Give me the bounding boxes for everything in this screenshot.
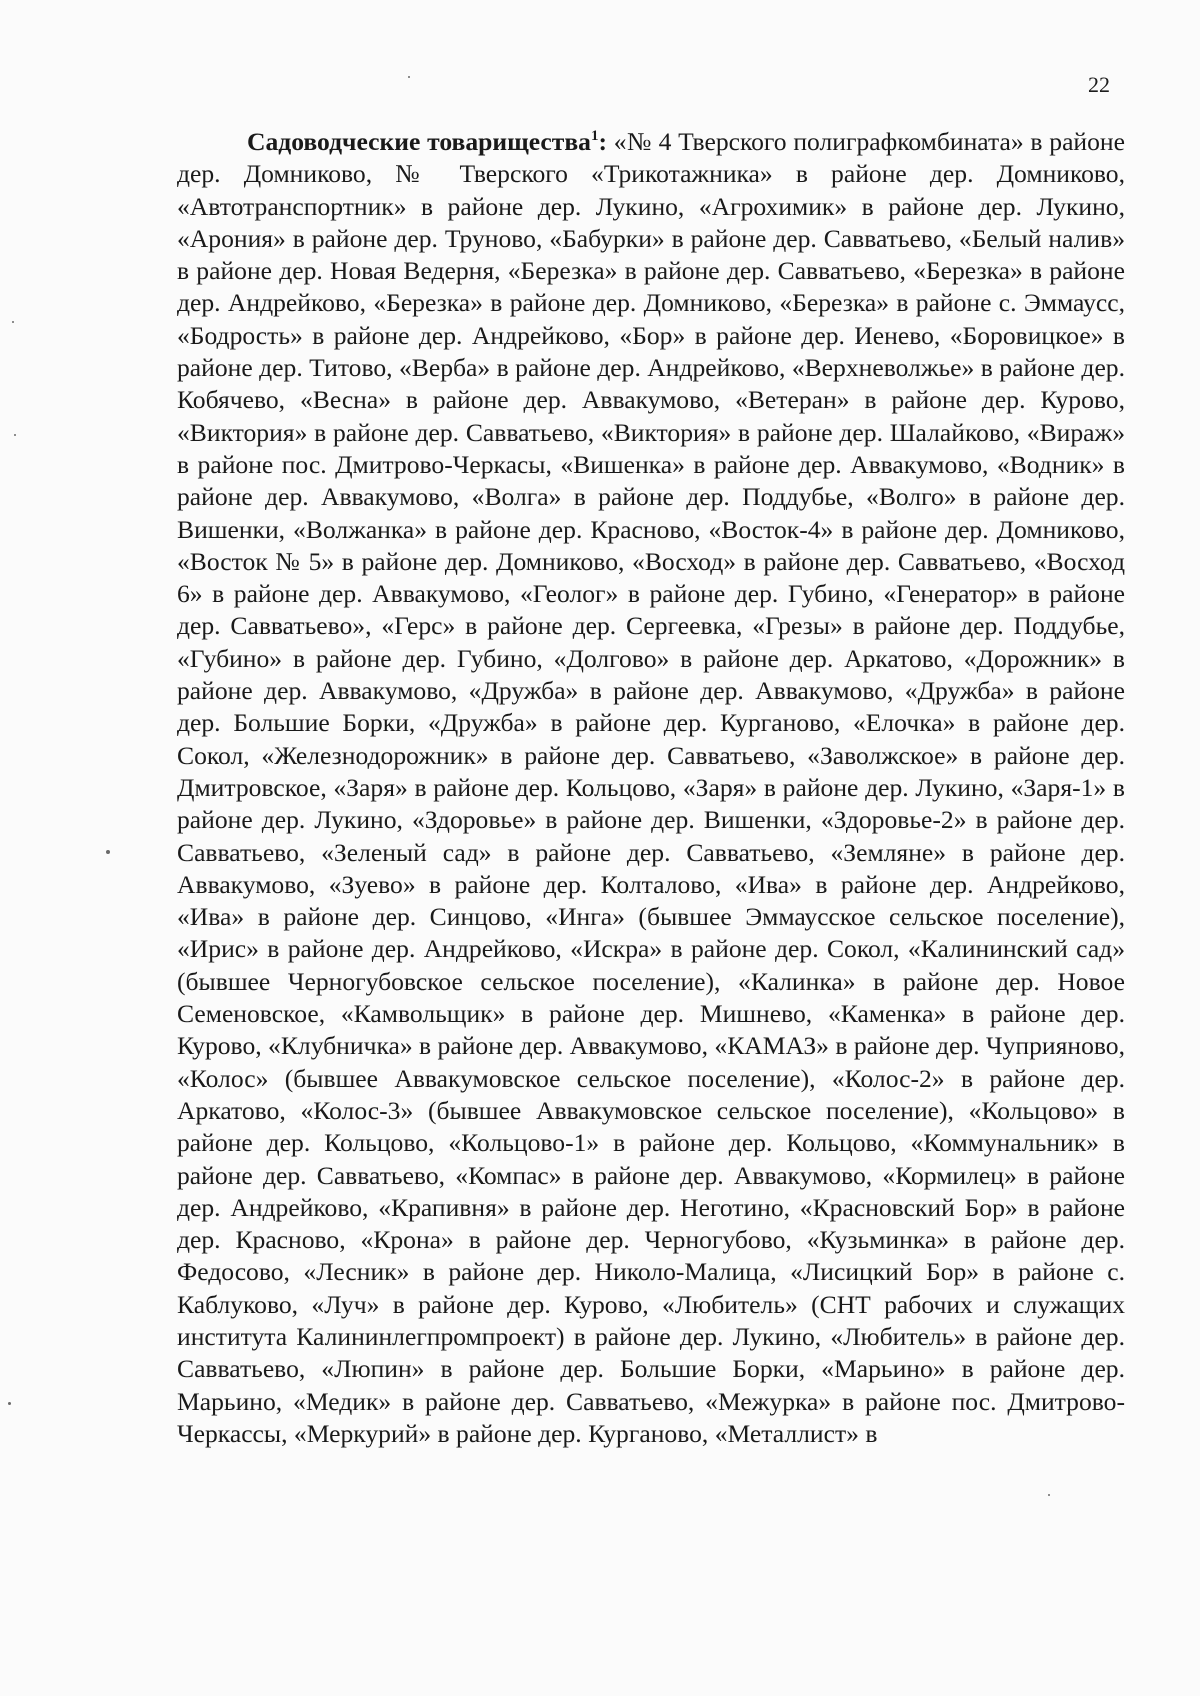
scan-speck — [408, 76, 410, 78]
page-number: 22 — [1088, 72, 1110, 97]
footnote-reference[interactable]: 1 — [590, 128, 599, 144]
paragraph-body-text: «№ 4 Тверского полиграфкомбината» в районе дер. Домниково, № Тверского «Трикотажника» в районе дер. Домниково, «Автотранспортник» в районе дер. Лукино, «Агрохимик» в районе дер. Лукино, «Арония» в районе дер. Труново, «Бабурки» в районе дер. Савватьево, «Белый налив» в районе дер. Новая Ведерня, «Березка» в районе дер. Савватьево, «Березка» в районе дер. Андрейково, «Березка» в районе дер. Домниково, «Березка» в районе с. Эммаусс, «Бодрость» в районе дер. Андрейково, «Бор» в районе дер. Иенево, «Боровицкое» в районе дер. Титово, «Верба» в районе дер. Андрейково, «Верхневолжье» в районе дер. Кобячево, «Весна» в районе дер. Аввакумово, «Ветеран» в районе дер. Курово, «Виктория» в районе дер. Савватьево, «Виктория» в районе дер. Шалайково, «Вираж» в районе пос. Дмитрово-Черкасы, «Вишенка» в районе дер. Аввакумово, «Водник» в районе дер. Аввакумово, «Волга» в районе дер. Поддубье, «Волго» в районе дер. Вишенки, «Волжанка» в районе дер. Красново, «Восток-4» в районе дер. Домниково, «Восток № 5» в районе дер. Домниково, «Восход» в районе дер. Савватьево, «Восход 6» в районе дер. Аввакумово, «Геолог» в районе дер. Губино, «Генератор» в районе дер. Савватьево», «Герс» в районе дер. Сергеевка, «Грезы» в районе дер. Поддубье, «Губино» в районе дер. Губино, «Долгово» в районе дер. Аркатово, «Дорожник» в районе дер. Аввакумово, «Дружба» в районе дер. Аввакумово, «Дружба» в районе дер. Большие Борки, «Дружба» в районе дер. Курганово, «Елочка» в районе дер. Сокол, «Железнодорожник» в районе дер. Савватьево, «Заволжское» в районе дер. Дмитровское, «Заря» в районе дер. Кольцово, «Заря» в районе дер. Лукино, «Заря-1» в районе дер. Лукино, «Здоровье» в районе дер. Вишенки, «Здоровье-2» в районе дер. Савватьево, «Зеленый сад» в районе дер. Савватьево, «Земляне» в районе дер. Аввакумово, «Зуево» в районе дер. Колталово, «Ива» в районе дер. Андрейково, «Ива» в районе дер. Синцово, «Инга» (бывшее Эммаусское сельское поселение), «Ирис» в районе дер. Андрейково, «Искра» в районе дер. Сокол, «Калининский сад» (бывшее Черногубовское сельское поселение), «Калинка» в районе дер. Новое Семеновское, «Камвольщик» в районе дер. Мишнево, «Каменка» в районе дер. Курово, «Клубничка» в районе дер. Аввакумово, «КАМАЗ» в районе дер. Чуприяново, «Колос» (бывшее Аввакумовское сельское поселение), «Колос-2» в районе дер. Аркатово, «Колос-3» (бывшее Аввакумовское сельское поселение), «Кольцово» в районе дер. Кольцово, «Кольцово-1» в районе дер. Кольцово, «Коммунальник» в районе дер. Савватьево, «Компас» в районе дер. Аввакумово, «Кормилец» в районе дер. Андрейково, «Крапивня» в районе дер. Неготино, «Красновский Бор» в районе дер. Красново, «Крона» в районе дер. Черногубово, «Кузьминка» в районе дер. Федосово, «Лесник» в районе дер. Николо-Малица, «Лисицкий Бор» в районе с. Каблуково, «Луч» в районе дер. Курово, «Любитель» (СНТ рабочих и служащих института Калининлегпромпроект) в районе дер. Лукино, «Любитель» в районе дер. Савватьево, «Люпин» в районе дер. Большие Борки, «Марьино» в районе дер. Марьино, «Медик» в районе дер. Савватьево, «Межурка» в районе пос. Дмитрово-Черкассы, «Меркурий» в районе дер. Курганово, «Металлист» в — [177, 127, 1125, 1448]
scan-speck — [106, 850, 110, 854]
body-paragraph — [177, 126, 1125, 1450]
scan-speck — [12, 321, 14, 323]
scan-speck — [1048, 1494, 1050, 1496]
scan-speck — [14, 434, 16, 436]
section-lead-heading: Садоводческие товарищества — [247, 127, 591, 156]
scan-speck — [8, 1402, 11, 1405]
section-lead-colon: : — [598, 127, 607, 156]
